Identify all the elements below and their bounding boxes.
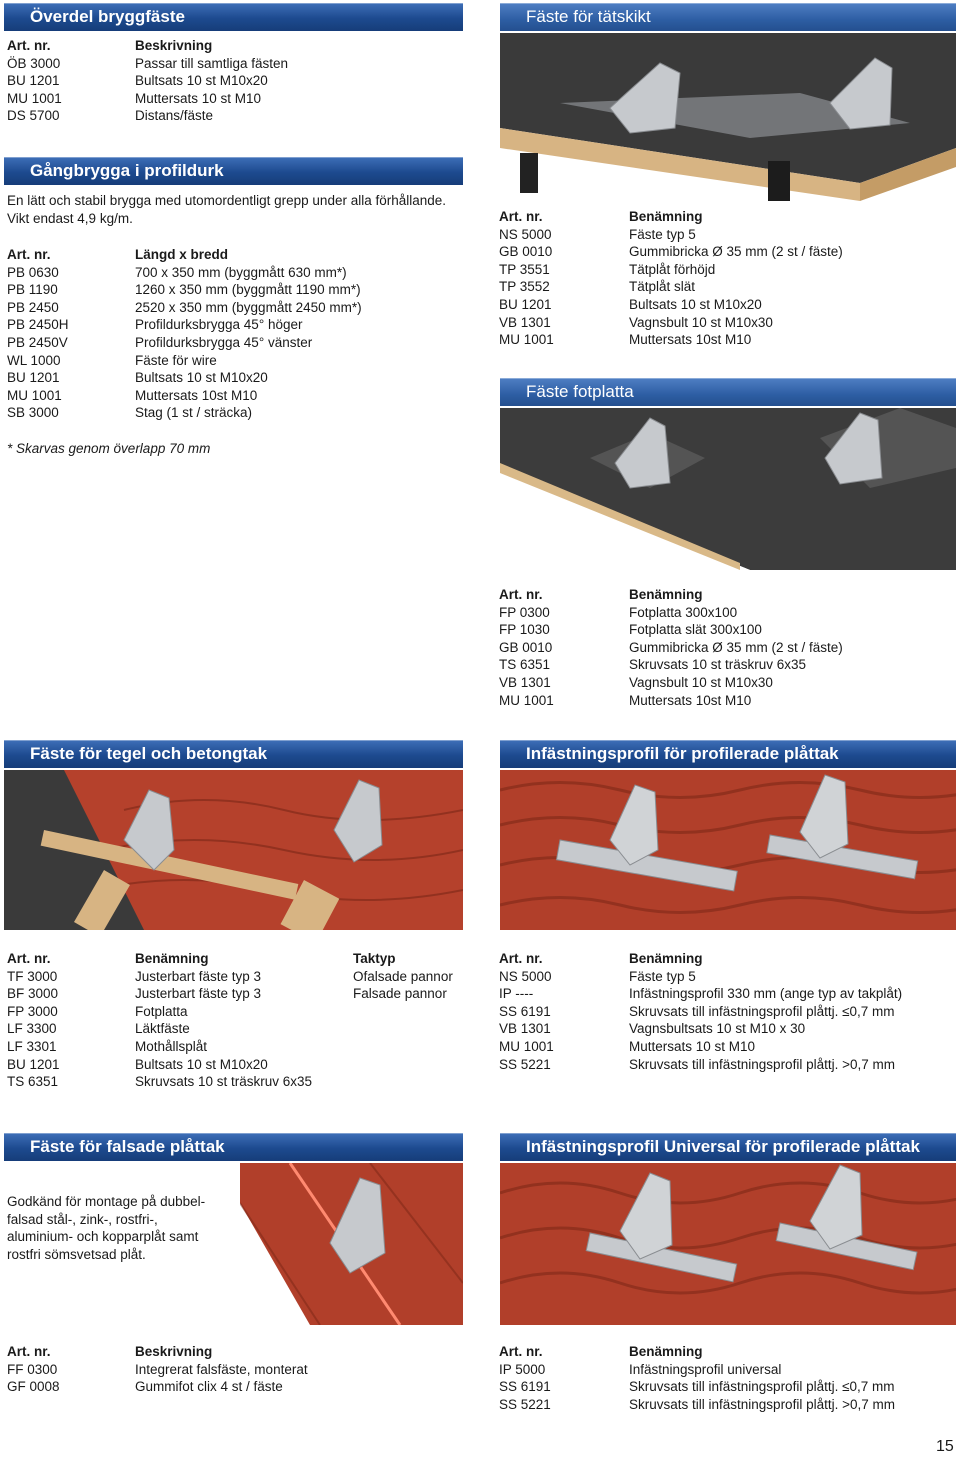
table-tatskikt — [499, 208, 955, 349]
article-number: FP 0300 — [499, 604, 550, 620]
description-cell: Vagnsbultsats 10 st M10 x 30 — [629, 1021, 806, 1037]
table-universal — [499, 1343, 955, 1413]
description-cell: Skruvsats till infästningsprofil plåttj. >0,7 mm — [629, 1396, 895, 1412]
table-header-row — [499, 208, 955, 226]
article-number: TP 3552 — [499, 279, 550, 295]
standing-seam-image — [240, 1163, 463, 1325]
description-cell: Passar till samtliga fästen — [135, 55, 289, 71]
table-falsade — [7, 1343, 463, 1396]
table-header-row — [499, 586, 955, 604]
article-number: GB 0010 — [499, 244, 553, 260]
table-row — [7, 316, 457, 334]
universal-profile-image — [500, 1163, 956, 1325]
table-row — [499, 296, 955, 314]
description-cell: Vagnsbult 10 st M10x30 — [629, 674, 773, 690]
article-number: MU 1001 — [7, 387, 62, 403]
description-cell: Fäste typ 5 — [629, 968, 696, 984]
column-header: Benämning — [629, 587, 703, 602]
section-header-falsade: Fäste för falsade plåttak — [4, 1133, 463, 1161]
column-header: Art. nr. — [499, 209, 543, 224]
article-number: PB 2450H — [7, 317, 69, 333]
table-row — [7, 1038, 463, 1056]
description-cell: Integrerat falsfäste, monterat — [135, 1361, 308, 1377]
section-header-overdel: Överdel bryggfäste — [4, 3, 463, 31]
profiled-roof-image — [500, 770, 956, 930]
article-number: WL 1000 — [7, 352, 61, 368]
description-cell: Muttersats 10st M10 — [629, 692, 752, 708]
article-number: IP ---- — [499, 986, 534, 1002]
description-cell: 1260 x 350 mm (byggmått 1190 mm*) — [135, 282, 361, 298]
article-number: SB 3000 — [7, 405, 59, 421]
table-overdel — [7, 37, 457, 125]
falsade-intro-line: falsad stål-, zink-, rostfri-, — [7, 1211, 158, 1227]
table-header-row — [7, 246, 457, 264]
table-row — [499, 314, 955, 332]
section-header-tatskikt: Fäste för tätskikt — [500, 3, 956, 31]
table-header-row — [499, 1343, 955, 1361]
article-number: TP 3551 — [499, 261, 550, 277]
article-number: FP 1030 — [499, 622, 550, 638]
description-cell: 2520 x 350 mm (byggmått 2450 mm*) — [135, 299, 362, 315]
article-number: TS 6351 — [7, 1074, 59, 1090]
article-number: BU 1201 — [7, 73, 60, 89]
table-row — [7, 968, 463, 986]
description-cell: 700 x 350 mm (byggmått 630 mm*) — [135, 264, 347, 280]
article-number: BU 1201 — [499, 296, 552, 312]
article-number: SS 5221 — [499, 1396, 551, 1412]
description-cell: Bultsats 10 st M10x20 — [135, 1056, 268, 1072]
article-number: LF 3301 — [7, 1038, 57, 1054]
table-row — [7, 387, 457, 405]
article-number: LF 3300 — [7, 1021, 57, 1037]
column-header: Benämning — [135, 951, 209, 966]
column-header: Benämning — [629, 209, 703, 224]
article-number: VB 1301 — [499, 674, 551, 690]
table-row — [7, 1361, 463, 1379]
article-number: FP 3000 — [7, 1003, 58, 1019]
article-number: TF 3000 — [7, 968, 58, 984]
description-cell: Skruvsats till infästningsprofil plåttj. >0,7 mm — [629, 1056, 895, 1072]
description-cell: Muttersats 10st M10 — [135, 387, 258, 403]
article-number: PB 1190 — [7, 282, 58, 298]
article-number: SS 6191 — [499, 1379, 551, 1395]
table-row — [7, 404, 457, 422]
table-row — [499, 985, 955, 1003]
falsade-intro-line: rostfri sömsvetsad plåt. — [7, 1246, 146, 1262]
description-cell: Muttersats 10 st M10 — [629, 1038, 756, 1054]
description-cell: Distans/fäste — [135, 108, 214, 124]
column-header: Art. nr. — [7, 247, 51, 262]
description-cell: Fäste typ 5 — [629, 226, 696, 242]
falsade-intro-line: aluminium- och kopparplåt samt — [7, 1229, 199, 1245]
column-header: Benämning — [629, 951, 703, 966]
description-cell: Profildurksbrygga 45° höger — [135, 317, 303, 333]
table-row — [7, 264, 457, 282]
article-number: BU 1201 — [7, 370, 60, 386]
table-fotplatta — [499, 586, 955, 709]
column-header: Art. nr. — [499, 587, 543, 602]
description-cell: Tätplåt förhöjd — [629, 261, 716, 277]
gangbrygga-note: * Skarvas genom överlapp 70 mm — [7, 441, 211, 456]
description-cell: Justerbart fäste typ 3 — [135, 986, 262, 1002]
table-header-row — [7, 950, 463, 968]
table-row — [7, 1378, 463, 1396]
article-number: MU 1001 — [7, 90, 62, 106]
article-number: PB 0630 — [7, 264, 59, 280]
description-cell: Gummibricka Ø 35 mm (2 st / fäste) — [629, 244, 843, 260]
table-row — [7, 55, 457, 73]
table-row — [499, 639, 955, 657]
description-cell: Skruvsats till infästningsprofil plåttj. ≤0,7 mm — [629, 1379, 895, 1395]
article-number: MU 1001 — [499, 332, 554, 348]
description-cell: Läktfäste — [135, 1021, 190, 1037]
description-cell: Gummibricka Ø 35 mm (2 st / fäste) — [629, 639, 843, 655]
description-cell: Muttersats 10 st M10 — [135, 90, 262, 106]
article-number: MU 1001 — [499, 692, 554, 708]
table-row — [499, 656, 955, 674]
column-header: Art. nr. — [7, 38, 51, 53]
table-row — [499, 261, 955, 279]
table-row — [499, 968, 955, 986]
description-cell: Fäste för wire — [135, 352, 217, 368]
table-gangbrygga — [7, 246, 457, 422]
table-row — [499, 278, 955, 296]
table-header-row — [499, 950, 955, 968]
column-header: Art. nr. — [499, 1344, 543, 1359]
article-number: SS 5221 — [499, 1056, 551, 1072]
description-cell: Infästningsprofil 330 mm (ange typ av takplåt) — [629, 986, 903, 1002]
table-row — [499, 604, 955, 622]
article-number: BU 1201 — [7, 1056, 60, 1072]
table-row — [499, 1020, 955, 1038]
table-row — [499, 1056, 955, 1074]
description-cell: Skruvsats 10 st träskruv 6x35 — [135, 1074, 313, 1090]
article-number: PB 2450V — [7, 334, 68, 350]
gangbrygga-intro: En lätt och stabil brygga med utomordentligt grepp under alla förhållande. Vikt endast 4,9 kg/m. — [7, 193, 447, 226]
table-row — [499, 331, 955, 349]
description-cell: Bultsats 10 st M10x20 — [135, 73, 268, 89]
table-row — [499, 1396, 955, 1414]
column-header: Längd x bredd — [135, 247, 229, 262]
table-row — [7, 299, 457, 317]
article-number: MU 1001 — [499, 1038, 554, 1054]
description-cell: Mothållsplåt — [135, 1038, 208, 1054]
table-row — [499, 621, 955, 639]
table-row — [7, 281, 457, 299]
table-row — [7, 1073, 463, 1091]
column-header: Art. nr. — [7, 1344, 51, 1359]
article-number: IP 5000 — [499, 1361, 546, 1377]
table-row — [499, 1361, 955, 1379]
table-row — [7, 352, 457, 370]
description-cell: Skruvsats 10 st träskruv 6x35 — [629, 657, 807, 673]
article-number: NS 5000 — [499, 968, 552, 984]
description-cell: Stag (1 st / sträcka) — [135, 405, 253, 421]
description-cell: Profildurksbrygga 45° vänster — [135, 334, 313, 350]
table-tegel — [7, 950, 463, 1091]
description-cell: Muttersats 10st M10 — [629, 332, 752, 348]
table-row — [7, 1056, 463, 1074]
description-cell: Vagnsbult 10 st M10x30 — [629, 314, 773, 330]
column-header: Art. nr. — [499, 951, 543, 966]
table-row — [7, 334, 457, 352]
description-cell: Infästningsprofil universal — [629, 1361, 782, 1377]
falsade-intro-line: Godkänd för montage på dubbel- — [7, 1194, 206, 1209]
tile-roof-image — [4, 770, 463, 930]
column-header: Beskrivning — [135, 38, 213, 53]
section-header-universal: Infästningsprofil Universal för profilerade plåttak — [500, 1133, 956, 1161]
description-cell: Skruvsats till infästningsprofil plåttj. ≤0,7 mm — [629, 1003, 895, 1019]
table-row — [7, 1003, 463, 1021]
table-row — [7, 1020, 463, 1038]
table-infastning — [499, 950, 955, 1073]
article-number: DS 5700 — [7, 108, 60, 124]
article-number: NS 5000 — [499, 226, 552, 242]
description-cell: Bultsats 10 st M10x20 — [135, 370, 268, 386]
description-cell: Bultsats 10 st M10x20 — [629, 296, 762, 312]
section-header-gangbrygga: Gångbrygga i profildurk — [4, 157, 463, 185]
table-row — [7, 107, 457, 125]
table-header-row — [7, 37, 457, 55]
column-header: Benämning — [629, 1344, 703, 1359]
article-number: VB 1301 — [499, 314, 551, 330]
article-number: SS 6191 — [499, 1003, 551, 1019]
table-header-row — [7, 1343, 463, 1361]
description-cell: Falsade pannor — [353, 986, 447, 1002]
description-cell: Fotplatta slät 300x100 — [629, 622, 762, 638]
page-number: 15 — [936, 1438, 954, 1455]
article-number: PB 2450 — [7, 299, 59, 315]
table-row — [499, 1378, 955, 1396]
article-number: GF 0008 — [7, 1379, 60, 1395]
description-cell: Fotplatta 300x100 — [629, 604, 738, 620]
table-row — [499, 1003, 955, 1021]
description-cell: Justerbart fäste typ 3 — [135, 968, 262, 984]
column-header: Art. nr. — [7, 951, 51, 966]
description-cell: Fotplatta — [135, 1003, 188, 1019]
article-number: ÖB 3000 — [7, 55, 61, 71]
falsade-intro — [7, 1193, 237, 1263]
table-row — [499, 243, 955, 261]
table-row — [7, 369, 457, 387]
table-row — [7, 90, 457, 108]
description-cell: Gummifot clix 4 st / fäste — [135, 1379, 283, 1395]
section-header-infastning: Infästningsprofil för profilerade plåttak — [500, 740, 956, 768]
article-number: TS 6351 — [499, 657, 551, 673]
article-number: BF 3000 — [7, 986, 59, 1002]
footplate-image — [500, 408, 956, 570]
section-header-tegel: Fäste för tegel och betongtak — [4, 740, 463, 768]
column-header: Beskrivning — [135, 1344, 213, 1359]
description-cell: Tätplåt slät — [629, 279, 696, 295]
table-row — [499, 674, 955, 692]
description-cell: Ofalsade pannor — [353, 968, 453, 984]
table-row — [7, 985, 463, 1003]
table-row — [499, 1038, 955, 1056]
section-header-fotplatta: Fäste fotplatta — [500, 378, 956, 406]
table-row — [7, 72, 457, 90]
article-number: FF 0300 — [7, 1361, 58, 1377]
table-row — [499, 692, 955, 710]
article-number: GB 0010 — [499, 639, 553, 655]
membrane-mount-image — [500, 33, 956, 201]
table-row — [499, 226, 955, 244]
article-number: VB 1301 — [499, 1021, 551, 1037]
column-header: Taktyp — [353, 951, 396, 966]
